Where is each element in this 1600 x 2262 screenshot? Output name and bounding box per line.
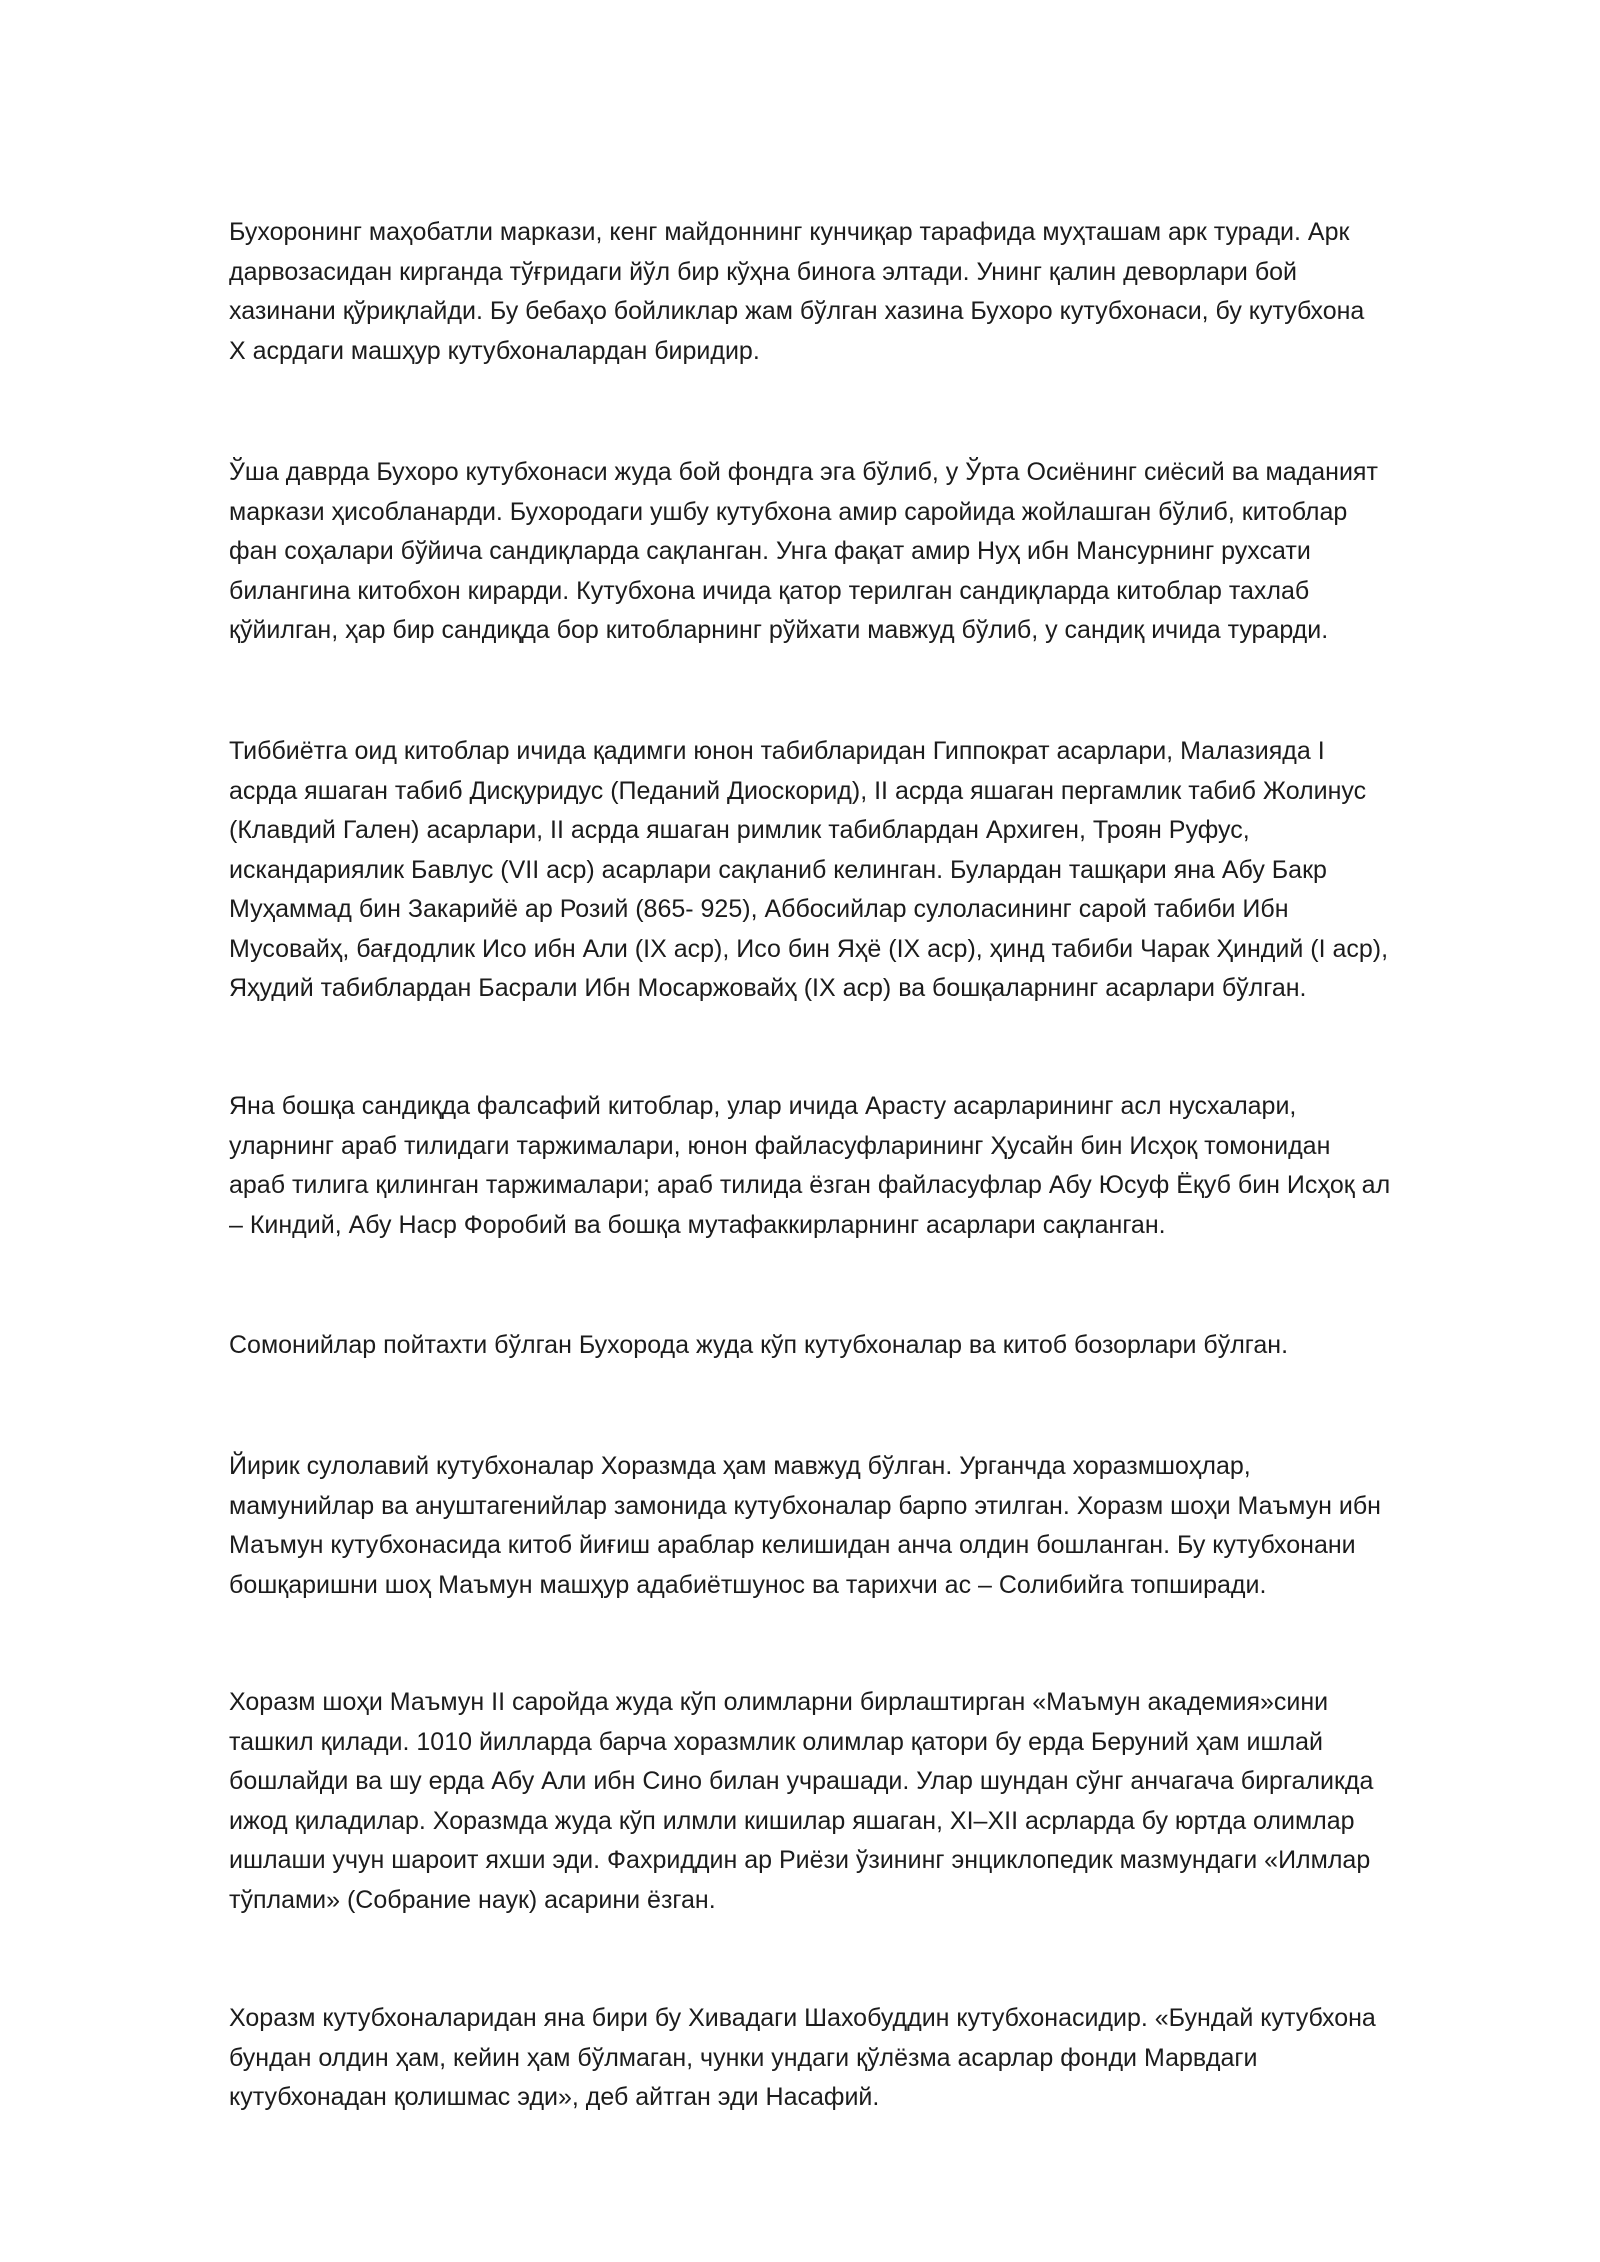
paragraph-bukhara-library [229, 453, 1489, 651]
paragraph-khorezm-libraries [229, 1447, 1489, 1605]
text-line: қўйилган, ҳар бир сандиқда бор китобларнинг рўйхати мавжуд бўлиб, у сандиқ ичида турарди. [229, 616, 1329, 644]
text-line: Бухоронинг маҳобатли маркази, кенг майдоннинг кунчиқар тарафида муҳташам арк туради. Арк [229, 218, 1350, 246]
text-line: кутубхонадан қолишмас эди», деб айтган эди Насафий. [229, 2083, 880, 2111]
paragraph-mamun-academy [229, 1683, 1489, 1920]
text-line: бошлайди ва шу ерда Абу Али ибн Сино билан учрашади. Улар шундан сўнг анчагача биргаликда [229, 1767, 1374, 1795]
text-line: маркази ҳисобланарди. Бухородаги ушбу кутубхона амир саройида жойлашган бўлиб, китоблар [229, 497, 1348, 526]
paragraph-samanid-capital [229, 1326, 1489, 1366]
text-line: тўплами» (Собрание наук) асарини ёзган. [229, 1885, 716, 1914]
paragraph-philosophy-books [229, 1087, 1489, 1245]
text-line: Яна бошқа сандиқда фалсафий китоблар, улар ичида Арасту асарларининг асл нусхалари, [229, 1092, 1297, 1120]
text-line: бундан олдин ҳам, кейин ҳам бўлмаган, чунки ундаги қўлёзма асарлар фонди Марвдаги [229, 2043, 1258, 2072]
text-line: ижод қиладилар. Хоразмда жуда кўп илмли кишилар яшаган, XI–XII асрларда бу юртда олимлар [229, 1806, 1355, 1835]
text-line: Йирик сулолавий кутубхоналар Хоразмда ҳам мавжуд бўлган. Урганчда хоразмшоҳлар, [229, 1452, 1251, 1480]
text-line: асрда яшаган табиб Дисқуридус (Педаний Диоскорид), II асрда яшаган пергамлик табиб Жолинус [229, 776, 1367, 805]
text-line: Хоразм кутубхоналаридан яна бири бу Хивадаги Шахобуддин кутубхонасидир. «Бундай кутубхона [229, 2004, 1376, 2032]
text-line: билангина китобхон кирарди. Кутубхона ичида қатор терилган сандиқларда китоблар тахлаб [229, 576, 1310, 605]
text-line: хазинани қўриқлайди. Бу бебаҳо бойликлар жам бўлган хазина Бухоро кутубхонаси, бу кутубхона [229, 297, 1365, 325]
text-line: – Киндий, Абу Наср Форобий ва бошқа мутафаккирларнинг асарлари сақланган. [229, 1210, 1166, 1239]
text-line: ташкил қилади. 1010 йилларда барча хоразмлик олимлар қатори бу ерда Беруний ҳам ишлай [229, 1727, 1323, 1756]
text-line: Сомонийлар пойтахти бўлган Бухорода жуда кўп кутубхоналар ва китоб бозорлари бўлган. [229, 1331, 1289, 1359]
text-line: уларнинг араб тилидаги таржималари, юнон файласуфларининг Ҳусайн бин Исҳоқ томонидан [229, 1131, 1331, 1160]
text-line: араб тилига қилинган таржималари; араб тилида ёзган файласуфлар Абу Юсуф Ёқуб бин Исҳоқ ал [229, 1171, 1391, 1199]
text-line: Маъмун кутубхонасида китоб йиғиш араблар келишидан анча олдин бошланган. Бу кутубхонани [229, 1531, 1356, 1559]
paragraph-khiva-library [229, 1999, 1489, 2118]
text-line: мамунийлар ва ануштагенийлар замонида кутубхоналар барпо этилган. Хоразм шоҳи Маъмун ибн [229, 1491, 1381, 1520]
text-line: Муҳаммад бин Закарийё ар Розий (865- 925), Аббосийлар сулоласининг сарой табиби Ибн [229, 895, 1289, 923]
text-line: дарвозасидан кирганда тўғридаги йўл бир кўҳна бинога элтади. Унинг қалин деворлари бой [229, 257, 1298, 286]
text-line: Хоразм шоҳи Маъмун II саройда жуда кўп олимларни бирлаштирган «Маъмун академия»сини [229, 1688, 1329, 1716]
text-line: ишлаши учун шароит яхши эди. Фахриддин ар Риёзи ўзининг энциклопедик мазмундаги «Илмлар [229, 1846, 1371, 1874]
text-line: бошқаришни шоҳ Маъмун машҳур адабиётшунос ва тарихчи ас – Солибийга топширади. [229, 1570, 1267, 1599]
paragraph-bukhara-ark [229, 213, 1489, 371]
text-line: Мусовайҳ, бағдодлик Исо ибн Али (IX аср), Исо бин Яҳё (IX аср), ҳинд табиби Чарак Ҳиндий (I аср), [229, 934, 1389, 963]
text-line: искандариялик Бавлус (VII аср) асарлари сақланиб келинган. Булардан ташқари яна Абу Бакр [229, 855, 1327, 884]
text-line: Ўша даврда Бухоро кутубхонаси жуда бой фондга эга бўлиб, у Ўрта Осиёнинг сиёсий ва маданият [229, 458, 1378, 486]
text-line: фан соҳалари бўйича сандиқларда сақланган. Унга фақат амир Нуҳ ибн Мансурнинг рухсати [229, 537, 1311, 565]
paragraph-medical-books [229, 732, 1489, 1009]
text-line: (Клавдий Гален) асарлари, II асрда яшаган римлик табиблардан Архиген, Троян Руфус, [229, 816, 1250, 844]
text-line: Яҳудий табиблардан Басрали Ибн Мосаржовайҳ (IX аср) ва бошқаларнинг асарлари бўлган. [229, 974, 1307, 1002]
text-line: X асрдаги машҳур кутубхоналардан биридир. [229, 336, 760, 365]
text-line: Тиббиётга оид китоблар ичида қадимги юнон табибларидан Гиппократ асарлари, Малазияда I [229, 737, 1325, 765]
